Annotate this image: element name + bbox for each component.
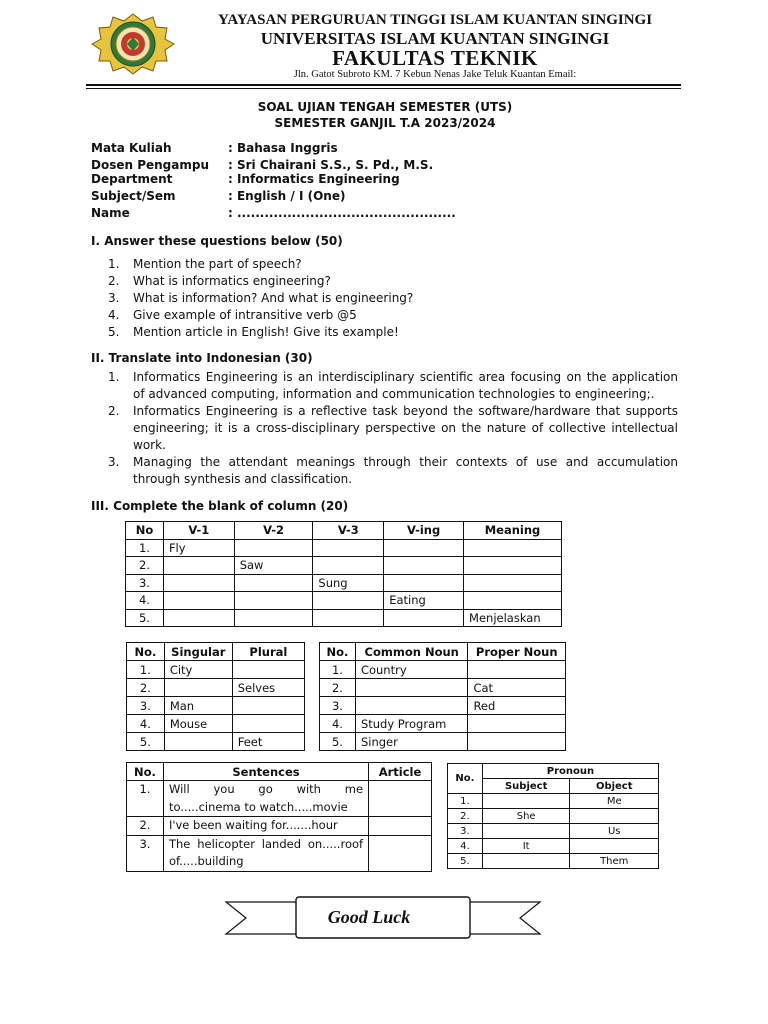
- cell: Me: [570, 794, 659, 809]
- list-item: [108, 256, 678, 273]
- cell: [163, 574, 234, 592]
- col-header: No.: [127, 643, 165, 661]
- cell: Country: [355, 661, 468, 679]
- cell: 4.: [320, 715, 356, 733]
- cell: 5.: [320, 733, 356, 751]
- table-row: [127, 715, 305, 733]
- cell: [164, 733, 232, 751]
- table-row: [127, 661, 305, 679]
- table-header-row: [127, 643, 305, 661]
- exam-semester: SEMESTER GANJIL T.A 2023/2024: [274, 116, 496, 130]
- cell: 3.: [127, 697, 165, 715]
- cell: 2.: [448, 809, 483, 824]
- section-3-heading: III. Complete the blank of column (20): [91, 499, 349, 513]
- university-seal-icon: [90, 13, 176, 75]
- cell: [313, 609, 384, 627]
- info-value: : Sri Chairani S.S., S. Pd., M.S.: [228, 158, 434, 172]
- list-item: [108, 454, 678, 488]
- cell: 3.: [127, 835, 164, 871]
- table-header-row: [126, 522, 562, 540]
- sentence-line: of.....building: [168, 854, 244, 868]
- info-key: Mata Kuliah: [91, 141, 172, 155]
- cell: 5.: [127, 733, 165, 751]
- cell: [464, 574, 562, 592]
- info-key: Name: [91, 206, 130, 220]
- table-header-row: [127, 763, 432, 781]
- cell: [232, 715, 304, 733]
- col-header: No: [126, 522, 164, 540]
- col-header: Plural: [232, 643, 304, 661]
- table-row: [126, 609, 562, 627]
- cell: 4.: [127, 715, 165, 733]
- list-item: [108, 324, 678, 341]
- table-row: [126, 574, 562, 592]
- cell: 1.: [127, 661, 165, 679]
- info-row: [91, 205, 456, 222]
- cell: Mouse: [164, 715, 232, 733]
- cell: 3.: [126, 574, 164, 592]
- cell: 5.: [448, 854, 483, 869]
- col-header: No.: [127, 763, 164, 781]
- col-header: Singular: [164, 643, 232, 661]
- cell: [570, 839, 659, 854]
- info-row: [91, 140, 338, 157]
- good-luck-text: Good Luck: [327, 907, 411, 927]
- col-header: V-3: [313, 522, 384, 540]
- cell: [355, 697, 468, 715]
- table-row: [320, 733, 566, 751]
- cell: [355, 679, 468, 697]
- list-item: [108, 369, 678, 403]
- table-row: [127, 733, 305, 751]
- item-text: Managing the attendant meanings through their contexts of use and accumulation through synthesis and classification.: [133, 455, 678, 486]
- table-row: [448, 839, 659, 854]
- cell: [163, 609, 234, 627]
- col-header: Common Noun: [355, 643, 468, 661]
- question-list-1: [108, 256, 678, 341]
- foundation-name: YAYASAN PERGURUAN TINGGI ISLAM KUANTAN SINGINGI: [217, 12, 653, 28]
- item-text: Mention article in English! Give its example!: [133, 325, 399, 339]
- sentence-line: The helicopter landed on.....roof: [168, 836, 364, 851]
- cell: [163, 592, 234, 610]
- cell: [468, 715, 566, 733]
- item-number: 3.: [108, 455, 120, 469]
- cell: Red: [468, 697, 566, 715]
- cell: [369, 817, 432, 836]
- table-row: [127, 781, 432, 817]
- cell: 3.: [448, 824, 483, 839]
- info-row: [91, 188, 345, 205]
- table-header-row: [448, 764, 659, 779]
- cell: Study Program: [355, 715, 468, 733]
- cell: Menjelaskan: [464, 609, 562, 627]
- table-row: [126, 557, 562, 575]
- table-row: [448, 824, 659, 839]
- cell: Selves: [232, 679, 304, 697]
- cell: Feet: [232, 733, 304, 751]
- header-rule-thin: [86, 88, 681, 89]
- list-item: [108, 290, 678, 307]
- cell: Cat: [468, 679, 566, 697]
- sentence-cell: [163, 781, 368, 817]
- cell: [234, 574, 313, 592]
- sentence-cell: I've been waiting for.......hour: [163, 817, 368, 836]
- cell: [369, 781, 432, 817]
- cell: [384, 574, 464, 592]
- table-row: [127, 697, 305, 715]
- cell: 4.: [126, 592, 164, 610]
- col-header: No.: [320, 643, 356, 661]
- cell: 1.: [127, 781, 164, 817]
- cell: [234, 539, 313, 557]
- common-proper-noun-table: [319, 642, 566, 751]
- cell: 2.: [126, 557, 164, 575]
- cell: [313, 557, 384, 575]
- info-key: Dosen Pengampu: [91, 158, 210, 172]
- cell: [313, 592, 384, 610]
- item-number: 4.: [108, 308, 120, 322]
- table-row: [127, 817, 432, 836]
- table-row: [126, 539, 562, 557]
- article-sentence-table: [126, 762, 432, 872]
- list-item: [108, 307, 678, 324]
- table-row: [448, 794, 659, 809]
- col-header: Article: [369, 763, 432, 781]
- table-row: [320, 697, 566, 715]
- cell: [468, 661, 566, 679]
- table-row: [448, 809, 659, 824]
- cell: 1.: [448, 794, 483, 809]
- faculty-name: FAKULTAS TEKNIK: [332, 46, 538, 70]
- item-number: 3.: [108, 291, 120, 305]
- cell: [464, 539, 562, 557]
- item-text: Informatics Engineering is a reflective task beyond the software/hardware that supports engineering; it is a cross-disciplinary perspective on the nature of collective intellectual work.: [133, 404, 678, 452]
- sentence-line: Will you go with me: [168, 782, 364, 796]
- info-key: Department: [91, 172, 173, 186]
- singular-plural-table: [126, 642, 305, 751]
- table-row: [320, 715, 566, 733]
- col-header: Object: [570, 779, 659, 794]
- cell: 4.: [448, 839, 483, 854]
- name-blank: : ................................................: [228, 206, 456, 220]
- item-text: What is information? And what is engineering?: [133, 291, 414, 305]
- item-number: 1.: [108, 370, 120, 384]
- cell: [570, 809, 659, 824]
- table-row: [126, 592, 562, 610]
- info-row: [91, 171, 400, 188]
- cell: [482, 824, 570, 839]
- table-row: [448, 854, 659, 869]
- cell: [482, 854, 570, 869]
- cell: [313, 539, 384, 557]
- cell: [234, 592, 313, 610]
- col-header: V-2: [234, 522, 313, 540]
- table-row: [320, 661, 566, 679]
- info-value: : Bahasa Inggris: [228, 141, 338, 155]
- cell: Sung: [313, 574, 384, 592]
- item-number: 1.: [108, 257, 120, 271]
- cell: 1.: [126, 539, 164, 557]
- list-item: [108, 403, 678, 454]
- cell: She: [482, 809, 570, 824]
- university-name: UNIVERSITAS ISLAM KUANTAN SINGINGI: [260, 29, 610, 48]
- exam-title: SOAL UJIAN TENGAH SEMESTER (UTS): [257, 100, 513, 114]
- section-2-heading: II. Translate into Indonesian (30): [91, 351, 313, 365]
- cell: [384, 609, 464, 627]
- verb-forms-table: [125, 521, 562, 627]
- col-header: Subject: [482, 779, 570, 794]
- cell: It: [482, 839, 570, 854]
- cell: [232, 661, 304, 679]
- section-1-heading: I. Answer these questions below (50): [91, 234, 343, 248]
- cell: [464, 592, 562, 610]
- cell: Us: [570, 824, 659, 839]
- cell: [482, 794, 570, 809]
- cell: 5.: [126, 609, 164, 627]
- table-row: [127, 679, 305, 697]
- col-header: V-ing: [384, 522, 464, 540]
- table-header-row: [320, 643, 566, 661]
- table-row: [320, 679, 566, 697]
- item-number: 5.: [108, 325, 120, 339]
- item-text: Give example of intransitive verb @5: [133, 308, 357, 322]
- item-number: 2.: [108, 274, 120, 288]
- col-header: No.: [448, 764, 483, 794]
- list-item: [108, 273, 678, 290]
- cell: [369, 835, 432, 871]
- cell: 3.: [320, 697, 356, 715]
- address: Jln. Gatot Subroto KM. 7 Kebun Nenas Jake Teluk Kuantan Email:: [293, 69, 577, 80]
- cell: [234, 609, 313, 627]
- col-header: Meaning: [464, 522, 562, 540]
- col-header: Proper Noun: [468, 643, 566, 661]
- cell: 2.: [127, 817, 164, 836]
- cell: Them: [570, 854, 659, 869]
- info-key: Subject/Sem: [91, 189, 176, 203]
- cell: [384, 539, 464, 557]
- cell: City: [164, 661, 232, 679]
- col-header: Sentences: [163, 763, 368, 781]
- sentence-line: to.....cinema to watch.....movie: [168, 799, 348, 814]
- sentence-cell: [163, 835, 368, 871]
- cell: [164, 679, 232, 697]
- cell: Eating: [384, 592, 464, 610]
- item-text: Mention the part of speech?: [133, 257, 302, 271]
- cell: Saw: [234, 557, 313, 575]
- group-header: Pronoun: [482, 764, 658, 779]
- cell: [384, 557, 464, 575]
- item-text: What is informatics engineering?: [133, 274, 331, 288]
- table-row: [127, 835, 432, 871]
- cell: [468, 733, 566, 751]
- info-value: : Informatics Engineering: [228, 172, 400, 186]
- cell: [464, 557, 562, 575]
- pronoun-table: [447, 763, 659, 869]
- cell: Singer: [355, 733, 468, 751]
- item-number: 2.: [108, 404, 120, 418]
- cell: 2.: [127, 679, 165, 697]
- cell: [232, 697, 304, 715]
- question-list-2: [108, 369, 678, 488]
- col-header: V-1: [163, 522, 234, 540]
- cell: Man: [164, 697, 232, 715]
- info-value: : English / I (One): [228, 189, 346, 203]
- cell: [163, 557, 234, 575]
- cell: Fly: [163, 539, 234, 557]
- item-text: Informatics Engineering is an interdisciplinary scientific area focusing on the application of advanced computing, information and communication technologies to engineering;.: [133, 370, 678, 401]
- cell: 1.: [320, 661, 356, 679]
- cell: 2.: [320, 679, 356, 697]
- header-rule: [86, 84, 681, 86]
